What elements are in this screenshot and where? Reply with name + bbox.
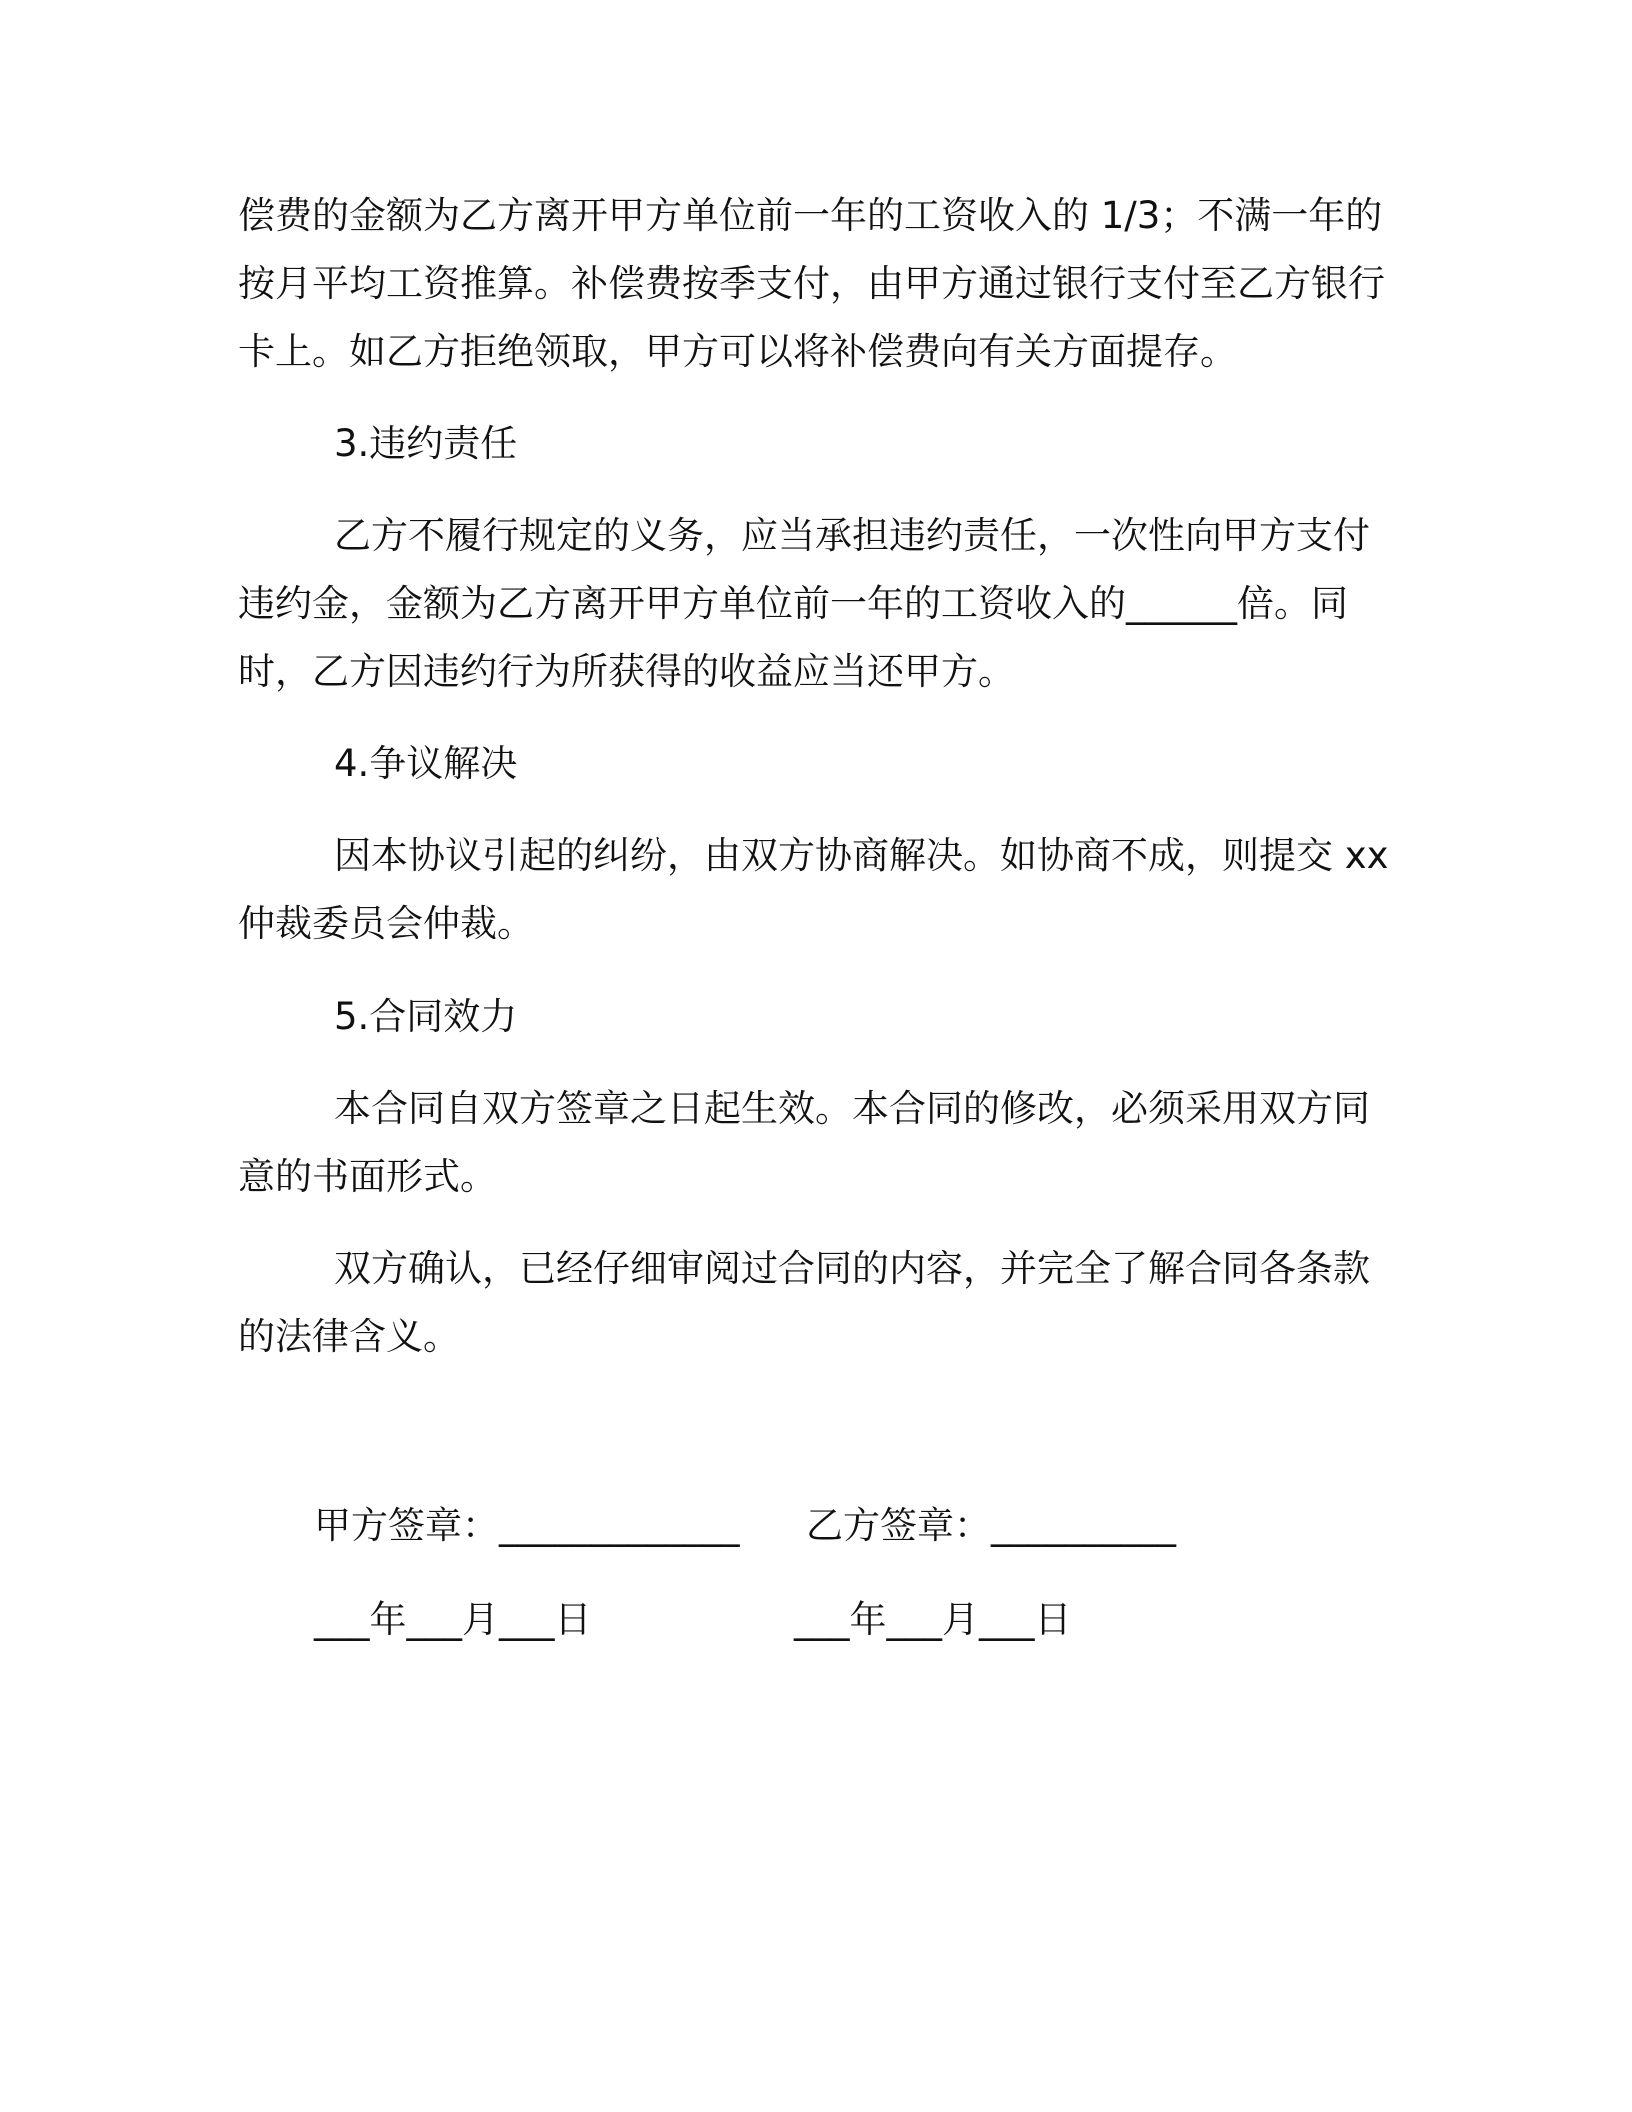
paragraph-breach: 乙方不履行规定的义务，应当承担违约责任，一次性向甲方支付违约金，金额为乙方离开甲方单位前一年的工资收入的______倍。同时，乙方因违约行为所获得的收益应当还甲方。 — [238, 514, 1370, 693]
paragraph-confirmation: 双方确认，已经仔细审阅过合同的内容，并完全了解合同各条款的法律含义。 — [238, 1247, 1370, 1358]
party-b-date: ___年___月___日 — [794, 1598, 1072, 1641]
section-heading-effect: 5.合同效力 — [334, 995, 518, 1038]
paragraph-compensation: 偿费的金额为乙方离开甲方单位前一年的工资收入的 1/3；不满一年的按月平均工资推算。补偿费按季支付，由甲方通过银行支付至乙方银行卡上。如乙方拒绝领取，甲方可以将补偿费向有关方面提存。 — [238, 194, 1385, 373]
party-b-signature: 乙方签章：__________ — [806, 1504, 1176, 1547]
section-heading-dispute: 4.争议解决 — [334, 742, 518, 785]
party-a-date: ___年___月___日 — [314, 1598, 592, 1641]
paragraph-effect: 本合同自双方签章之日起生效。本合同的修改，必须采用双方同意的书面形式。 — [238, 1087, 1370, 1198]
section-heading-breach: 3.违约责任 — [334, 422, 518, 465]
paragraph-dispute: 因本协议引起的纠纷，由双方协商解决。如协商不成，则提交 xx 仲裁委员会仲裁。 — [238, 834, 1389, 945]
party-a-signature: 甲方签章：_____________ — [314, 1504, 740, 1547]
